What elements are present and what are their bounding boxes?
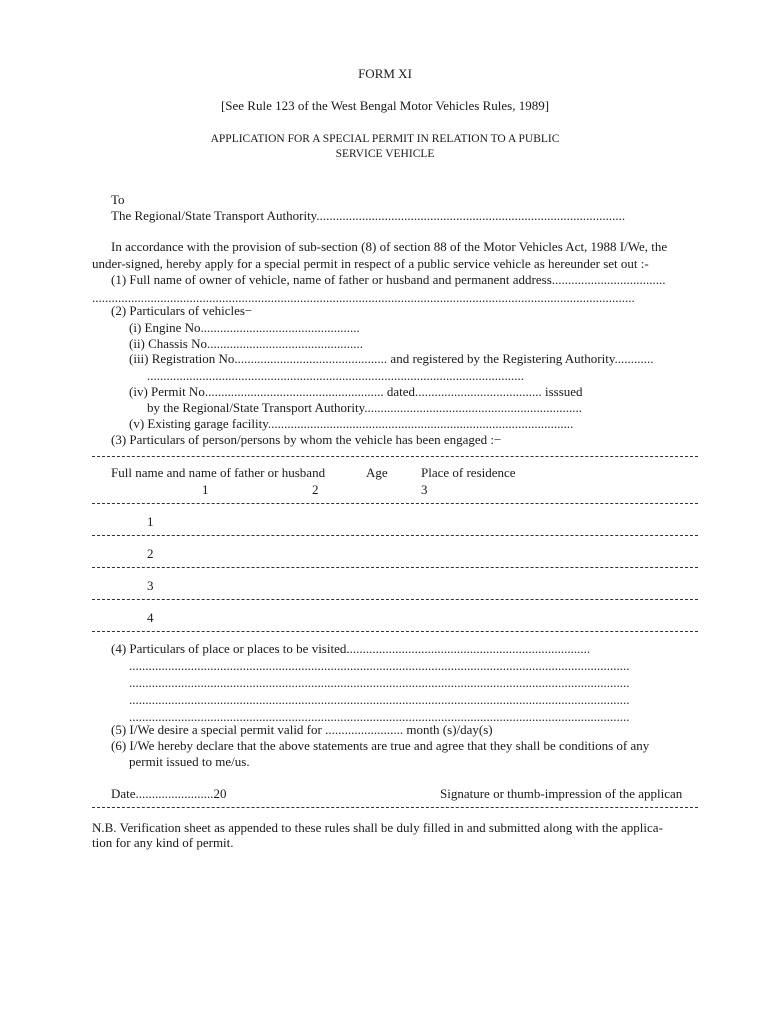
form-title-line2: SERVICE VEHICLE bbox=[335, 148, 435, 160]
item2-chassis-no: (ii) Chassis No................................................ bbox=[129, 336, 363, 351]
table-row-1: 1 bbox=[147, 514, 154, 529]
item4-line: .......................................................................................................................................................... bbox=[129, 658, 630, 673]
table-row-2: 2 bbox=[147, 546, 154, 561]
item3-heading: (3) Particulars of person/persons by whom the vehicle has been engaged :− bbox=[111, 432, 502, 447]
item2-permit-no: (iv) Permit No....................................................... dated....................................... isssued bbox=[129, 384, 583, 399]
col-header-age: Age bbox=[366, 465, 388, 480]
table-header-rule bbox=[92, 503, 698, 504]
item2-registration-cont: .................................................................................................................... bbox=[147, 368, 524, 383]
intro-line2: under-signed, hereby apply for a special permit in respect of a public service vehicle as hereunder set out :- bbox=[92, 256, 649, 271]
rule-reference: [See Rule 123 of the West Bengal Motor Vehicles Rules, 1989] bbox=[220, 98, 550, 113]
nb-note-line2: tion for any kind of permit. bbox=[92, 835, 234, 850]
item1-address-line: ....................................................................................................................................................................... bbox=[92, 290, 635, 305]
item2-permit-authority: by the Regional/State Transport Authority................................................................... bbox=[147, 400, 583, 415]
form-title-line1: APPLICATION FOR A SPECIAL PERMIT IN RELATION TO A PUBLIC bbox=[210, 133, 560, 145]
table-row-4: 4 bbox=[147, 610, 154, 625]
item4-line: .......................................................................................................................................................... bbox=[129, 709, 630, 724]
footer-rule bbox=[92, 807, 698, 808]
col-num-1: 1 bbox=[202, 482, 209, 497]
item2-garage-facility: (v) Existing garage facility.............................................................................................. bbox=[129, 416, 574, 431]
item4-heading: (4) Particulars of place or places to be visited........................................................................... bbox=[111, 641, 591, 656]
item2-engine-no: (i) Engine No................................................. bbox=[129, 320, 360, 335]
item6-declaration-cont: permit issued to me/us. bbox=[129, 754, 250, 769]
nb-note-line1: N.B. Verification sheet as appended to these rules shall be duly filled in and submitted along with the applica- bbox=[92, 820, 663, 835]
table-row-3: 3 bbox=[147, 578, 154, 593]
col-num-3: 3 bbox=[421, 482, 428, 497]
signature-label: Signature or thumb-impression of the applican bbox=[440, 786, 683, 801]
table-row-rule bbox=[92, 567, 698, 568]
date-field: Date........................20 bbox=[111, 786, 227, 801]
intro-line1: In accordance with the provision of sub-section (8) of section 88 of the Motor Vehicles Act, 1988 I/We, the bbox=[111, 239, 668, 254]
col-num-2: 2 bbox=[312, 482, 319, 497]
col-header-residence: Place of residence bbox=[421, 465, 516, 480]
table-row-rule bbox=[92, 535, 698, 536]
table-row-rule bbox=[92, 599, 698, 600]
item6-declaration: (6) I/We hereby declare that the above statements are true and agree that they shall be conditions of any bbox=[111, 738, 650, 753]
item1-owner-name: (1) Full name of owner of vehicle, name of father or husband and permanent address................................... bbox=[111, 272, 666, 287]
table-bottom-rule bbox=[92, 631, 698, 632]
item5-validity: (5) I/We desire a special permit valid for ........................ month (s)/day(s) bbox=[111, 722, 493, 737]
address-authority: The Regional/State Transport Authority............................................................................................... bbox=[111, 208, 626, 223]
col-header-name: Full name and name of father or husband bbox=[111, 465, 326, 480]
item4-line: .......................................................................................................................................................... bbox=[129, 675, 630, 690]
item2-registration-no: (iii) Registration No............................................... and registered by the Registering Authority............ bbox=[129, 351, 654, 366]
table-top-rule bbox=[92, 456, 698, 457]
item2-heading: (2) Particulars of vehicles− bbox=[111, 303, 253, 318]
form-number: FORM XI bbox=[358, 66, 412, 81]
item4-line: .......................................................................................................................................................... bbox=[129, 692, 630, 707]
address-to: To bbox=[111, 192, 125, 207]
